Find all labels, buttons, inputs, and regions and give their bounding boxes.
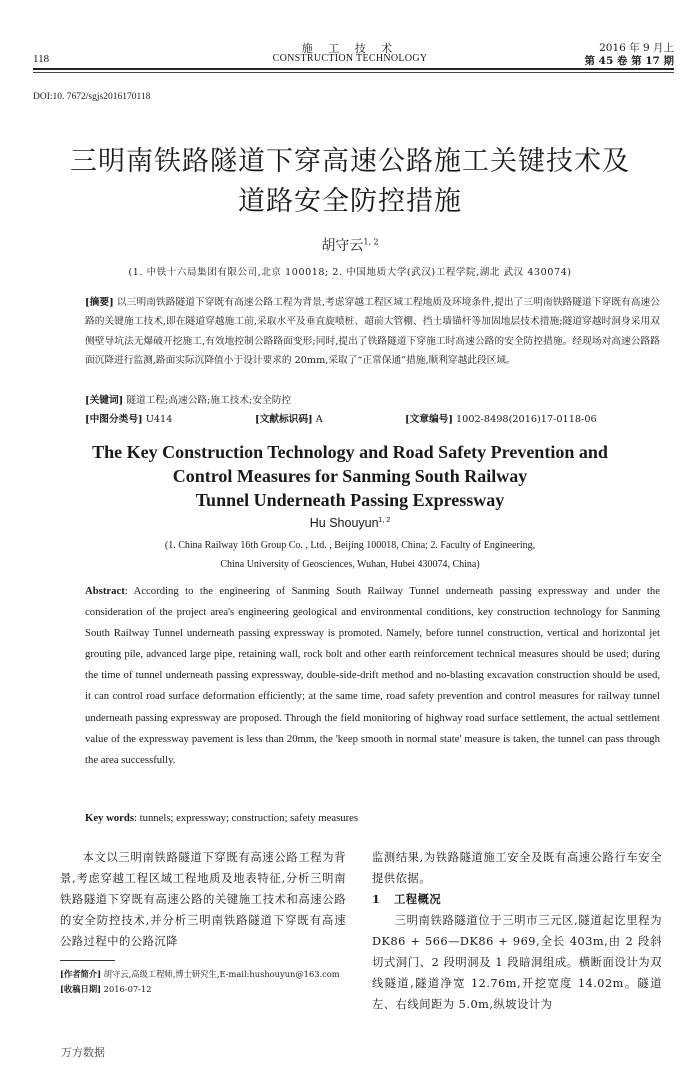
received-date bbox=[60, 982, 350, 997]
doi: DOI:10. 7672/sgjs2016170118 bbox=[33, 92, 151, 102]
keywords-cn bbox=[85, 392, 291, 406]
author-cn-name: 胡守云 bbox=[321, 238, 364, 254]
intro-paragraph: 本文以三明南铁路隧道下穿既有高速公路工程为背景,考虑穿越工程区域工程地质及地表特征,分析三明南铁路隧道下穿既有高速公路的关键施工技术和高速公路的安全防控技术,并分析三明南铁路隧道下穿既有高速公路过程中的公路沉降 bbox=[60, 851, 346, 948]
page-number: 118 bbox=[33, 53, 50, 65]
keywords-cn-text: 隧道工程;高速公路;施工技术;安全防控 bbox=[123, 395, 292, 406]
keywords-cn-label: [关键词] bbox=[85, 395, 124, 406]
abstract-cn bbox=[85, 293, 660, 370]
title-cn-line-2: 道路安全防控措施 bbox=[238, 186, 462, 217]
article-number-value: 1002-8498(2016)17-0118-06 bbox=[452, 414, 597, 425]
author-en-affil-marks: 1, 2 bbox=[378, 516, 391, 524]
author-bio bbox=[60, 967, 350, 982]
keywords-en-label: Key words bbox=[85, 812, 134, 824]
author-cn-affil-marks: 1, 2 bbox=[363, 237, 379, 247]
section-number: 1 bbox=[372, 892, 381, 906]
abstract-cn-text: 以三明南铁路隧道下穿既有高速公路工程为背景,考虑穿越工程区域工程地质及环境条件,提出了三明南铁路隧道下穿既有高速公路的关键施工技术,即在隧道穿越施工前,采取水平及垂直旋喷桩、超前大管棚、挡土墙锚杆等加固地层技术措施;隧道穿越时洞身采用双侧壁导坑法无爆破开挖施工,有效地控制公路路面变形;同时,提出了铁路隧道下穿施工时高速公路的安全防控措施。经现场对高速公路路面沉降进行监测,路面实际沉降值小于设计要求的 20mm,采取了“正常保通”措施,顺利穿越此段区域。 bbox=[85, 297, 660, 366]
volume-issue: 第 45 卷 第 17 期 bbox=[584, 55, 674, 67]
wanfang-watermark: 万方数据 bbox=[61, 1046, 105, 1059]
footnote-rule bbox=[60, 960, 115, 961]
abstract-en-text: : According to the engineering of Sanming South Railway Tunnel underneath passing expressway and under the consideration of the project area's engineering geological and environmental conditions, key construction technology for Sanming South Railway Tunnel underneath passing expressway is promoted. Namely, before tunnel construction, vertical and horizontal jet grouting pile, advanced large pipe, retaining wall, rock bolt and other earth reinforcement technical measures should be used; during the time of tunnel underneath passing expressway, double-side-drift method and no-blasting excavation construction should be used, it can control road surface deformation efficiently; at the same time, road safety prevention and control measures for railway tunnel underneath passing expressway are proposed. Through the field monitoring of highway road surface settlement, the actual settlement value of the expressway pavement is less than 20mm, the 'keep smooth in normal state' measure is taken, the tunnel can pass through the area successfully. bbox=[85, 585, 660, 766]
author-en bbox=[0, 516, 700, 530]
author-en-name: Hu Shouyun bbox=[309, 516, 379, 530]
section-heading-1 bbox=[372, 889, 662, 910]
keywords-en-text: : tunnels; expressway; construction; safety measures bbox=[133, 812, 359, 824]
abstract-en bbox=[85, 581, 660, 771]
body-left-column bbox=[60, 847, 346, 952]
title-en-line-2: Control Measures for Sanming South Railway bbox=[172, 466, 528, 486]
title-cn-line-1: 三明南铁路隧道下穿高速公路施工关键技术及 bbox=[70, 146, 630, 177]
author-bio-label: [作者简介] bbox=[60, 969, 102, 979]
keywords-en bbox=[85, 812, 358, 824]
abstract-en-label: Abstract bbox=[85, 585, 125, 597]
affiliation-en-line-1: (1. China Railway 16th Group Co. , Ltd. , Beijing 100018, China; 2. Faculty of Engineering, bbox=[164, 540, 536, 551]
title-en-line-3: Tunnel Underneath Passing Expressway bbox=[195, 490, 505, 510]
footnote bbox=[60, 967, 350, 996]
doc-code-label: [文献标识码] bbox=[255, 414, 313, 425]
abstract-cn-label: [摘要] bbox=[85, 297, 114, 308]
author-cn bbox=[0, 235, 700, 255]
affiliation-en-line-2: China University of Geosciences, Wuhan, Hubei 430074, China) bbox=[220, 559, 480, 570]
clc-number bbox=[85, 411, 172, 425]
body-right-column bbox=[372, 847, 662, 1015]
clc-value: U414 bbox=[142, 414, 173, 425]
header-rule-thick bbox=[33, 68, 674, 70]
received-date-text: 2016-07-12 bbox=[101, 983, 152, 994]
issue-date: 2016 年 9 月上 bbox=[599, 42, 674, 54]
section-title: 工程概况 bbox=[394, 892, 442, 906]
title-en bbox=[0, 440, 700, 512]
doc-code-value: A bbox=[312, 414, 323, 425]
article-number bbox=[405, 411, 597, 425]
document-code bbox=[255, 411, 323, 425]
intro-continuation: 监测结果,为铁路隧道施工安全及既有高速公路行车安全提供依据。 bbox=[372, 851, 662, 885]
affiliation-cn: (1. 中铁十六局集团有限公司,北京 100018; 2. 中国地质大学(武汉)工程学院,湖北 武汉 430074) bbox=[128, 267, 572, 278]
journal-name-cn: 施 工 技 术 bbox=[301, 42, 399, 55]
title-en-line-1: The Key Construction Technology and Road Safety Prevention and bbox=[92, 442, 608, 462]
header-rule-thin bbox=[33, 72, 674, 73]
clc-label: [中图分类号] bbox=[85, 414, 143, 425]
title-cn bbox=[0, 142, 700, 222]
journal-name-en: CONSTRUCTION TECHNOLOGY bbox=[272, 53, 428, 64]
received-date-label: [收稿日期] bbox=[60, 983, 102, 994]
author-bio-text: 胡守云,高级工程师,博士研究生,E-mail:hushouyun@163.com bbox=[101, 969, 340, 979]
article-number-label: [文章编号] bbox=[405, 414, 453, 425]
section-1-paragraph: 三明南铁路隧道位于三明市三元区,隧道起讫里程为 DK86 + 566—DK86 + 969,全长 403m,由 2 段斜切式洞门、2 段明洞及 1 段暗洞组成。横断面设计为双线隧道,隧道净宽 12.76m,开挖宽度 14.02m。隧道左、右线间距为 5.0m,纵坡设计为 bbox=[372, 914, 662, 1011]
affiliation-en bbox=[0, 536, 700, 574]
